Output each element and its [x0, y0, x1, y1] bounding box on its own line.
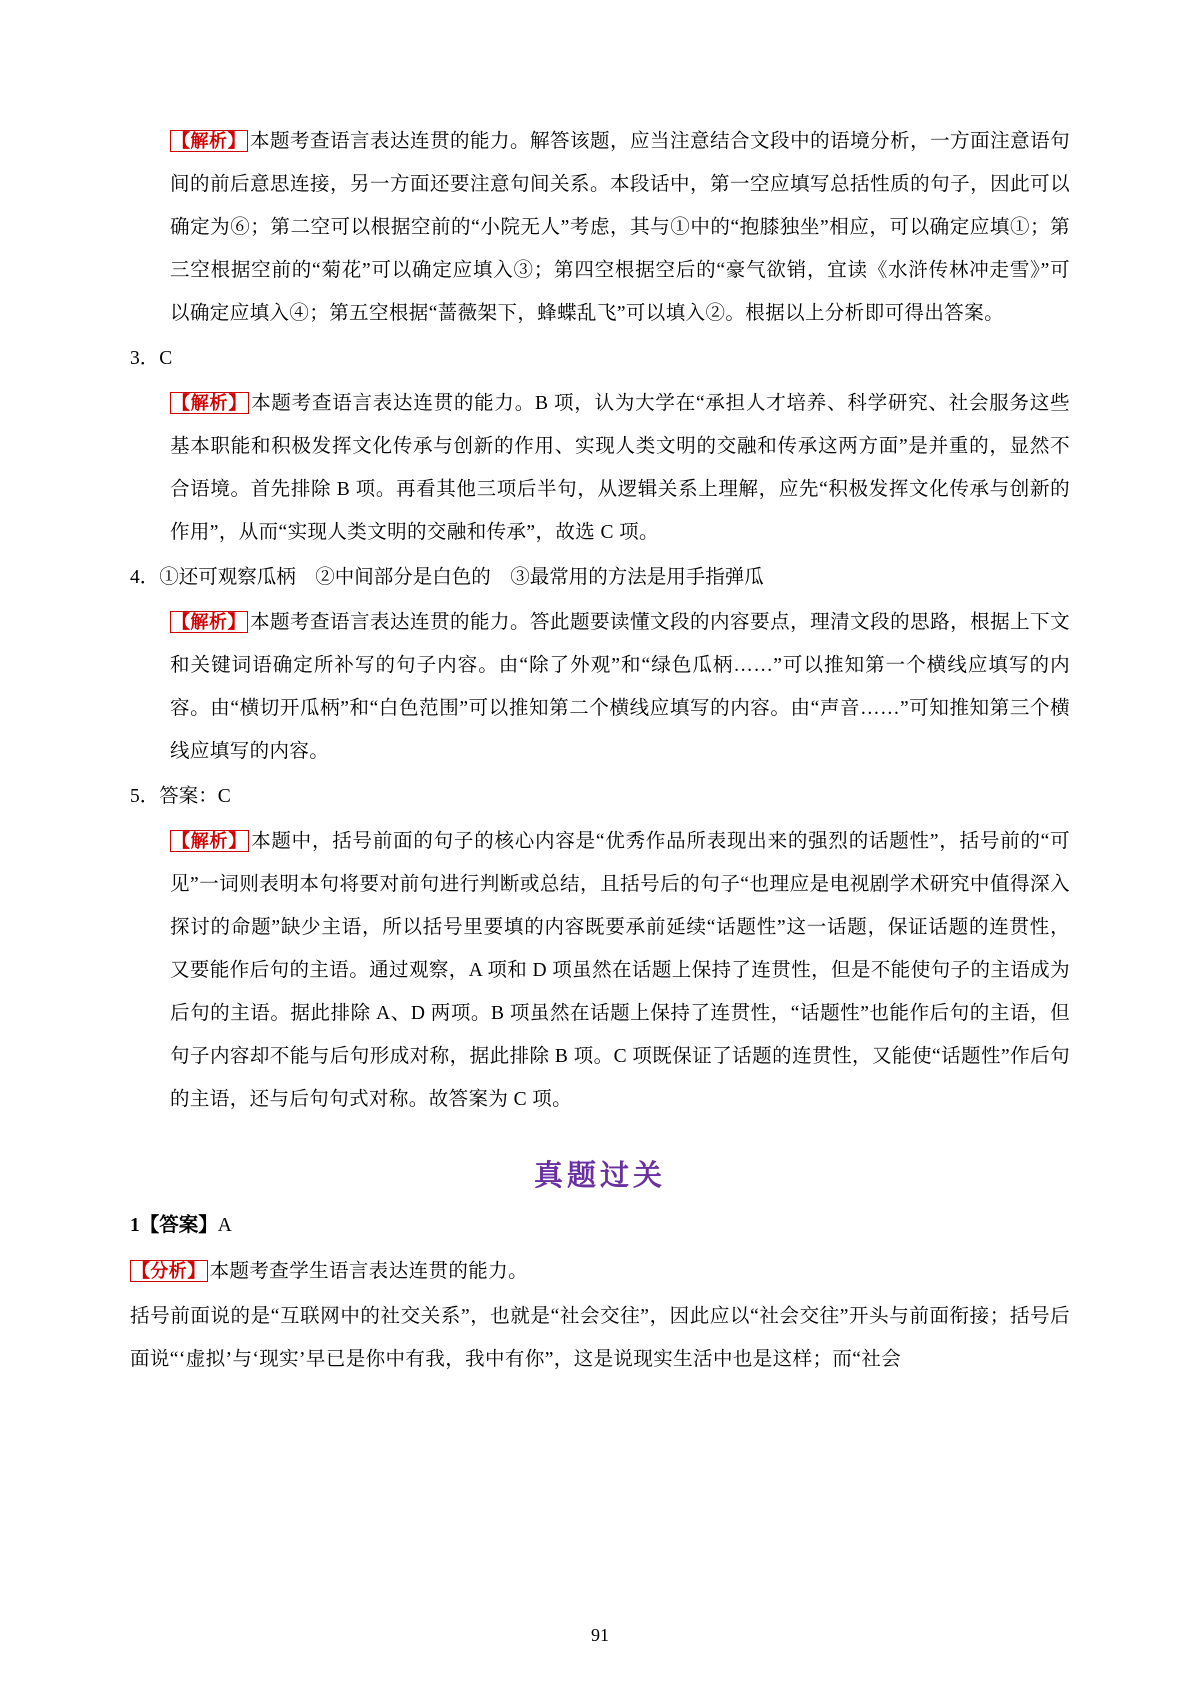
analysis-tag: 【解析】: [172, 393, 248, 413]
item-number: 4．: [130, 567, 160, 588]
analysis-paragraph: [130, 1250, 1070, 1293]
analysis-text: 本题考查语言表达连贯的能力。解答该题，应当注意结合文段中的语境分析，一方面注意语句间的前后意思连接，另一方面还要注意句间关系。本段话中，第一空应填写总括性质的句子，因此可以确定为⑥；第二空可以根据空前的“小院无人”考虑，其与①中的“抱膝独坐”相应，可以确定应填①；第三空根据空前的“菊花”可以确定应填入③；第四空根据空后的“豪气欲销，宜读《水浒传林冲走雪》”可以确定应填入④；第五空根据“蔷薇架下，蜂蝶乱飞”可以填入②。根据以上分析即可得出答案。: [170, 131, 1070, 324]
item-number-line: [130, 556, 1070, 599]
analysis-block-4: [130, 820, 1070, 1121]
analysis-paragraph: [130, 382, 1070, 554]
item-answer: C: [217, 786, 231, 807]
analysis-tag: 【解析】: [172, 131, 247, 151]
analysis-block-3: [130, 601, 1070, 773]
numbered-item-3: [130, 337, 1070, 380]
item-number: 5．: [130, 786, 160, 807]
analysis-text: 本题考查学生语言表达连贯的能力。: [209, 1261, 529, 1282]
analysis-text: 本题考查语言表达连贯的能力。答此题要读懂文段的内容要点，理清文段的思路，根据上下文和关键词语确定所补写的句子内容。由“除了外观”和“绿色瓜柄……”可以推知第一个横线应填写的内容。由“横切开瓜柄”和“白色范围”可以推知第二个横线应填写的内容。由“声音……”可知推知第三个横线应填写的内容。: [170, 612, 1070, 762]
analysis-block-1: [130, 120, 1070, 335]
answer-line: [130, 1204, 1070, 1248]
analysis-block-2: [130, 382, 1070, 554]
numbered-item-4: [130, 556, 1070, 599]
analysis-paragraph: [130, 601, 1070, 773]
item-answer: C: [159, 348, 173, 369]
item-number: 3．: [130, 348, 160, 369]
exam-answer-line: [130, 1204, 1070, 1248]
item-label: 答案：: [159, 786, 218, 807]
page-number: 91: [591, 1625, 609, 1645]
numbered-item-5: [130, 775, 1070, 818]
section-heading: 真题过关: [533, 1160, 666, 1192]
analysis-tag: 【解析】: [172, 831, 248, 851]
exam-body-block: [130, 1295, 1070, 1381]
analysis-text: 本题考查语言表达连贯的能力。B 项，认为大学在“承担人才培养、科学研究、社会服务这些基本职能和积极发挥文化传承与创新的作用、实现人类文明的交融和传承这两方面”是并重的，显然不合语境。首先排除 B 项。再看其他三项后半句，从逻辑关系上理解，应先“积极发挥文化传承与创新的作用”，从而“实现人类文明的交融和传承”，故选 C 项。: [170, 393, 1070, 543]
analysis-paragraph: [130, 120, 1070, 335]
item-answer: ①还可观察瓜柄 ②中间部分是白色的 ③最常用的方法是用手指弹瓜: [159, 567, 764, 588]
item-number-line: [130, 775, 1070, 818]
answer-value: A: [217, 1215, 232, 1236]
exam-body-text: 括号前面说的是“互联网中的社交关系”，也就是“社会交往”，因此应以“社会交往”开头与前面衔接；括号后面说“‘虚拟’与‘现实’早已是你中有我，我中有你”，这是说现实生活中也是这样；而“社会: [130, 1306, 1070, 1370]
analysis-paragraph: [130, 820, 1070, 1121]
analysis-tag: 【分析】: [132, 1261, 206, 1281]
analysis-tag: 【解析】: [172, 612, 247, 632]
item-number-line: [130, 337, 1070, 380]
answer-number: 1: [130, 1215, 140, 1236]
exam-analysis-block: [130, 1250, 1070, 1293]
analysis-text: 本题中，括号前面的句子的核心内容是“优秀作品所表现出来的强烈的话题性”，括号前的“可见”一词则表明本句将要对前句进行判断或总结，且括号后的句子“也理应是电视剧学术研究中值得深入探讨的命题”缺少主语，所以括号里要填的内容既要承前延续“话题性”这一话题，保证话题的连贯性，又要能作后句的主语。通过观察，A 项和 D 项虽然在话题上保持了连贯性，但是不能使句子的主语成为后句的主语。据此排除 A、D 两项。B 项虽然在话题上保持了连贯性，“话题性”也能作后句的主语，但句子内容却不能与后句形成对称，据此排除 B 项。C 项既保证了话题的连贯性，又能使“话题性”作后句的主语，还与后句句式对称。故答案为 C 项。: [170, 831, 1070, 1110]
answer-label: 【答案】: [139, 1215, 218, 1236]
